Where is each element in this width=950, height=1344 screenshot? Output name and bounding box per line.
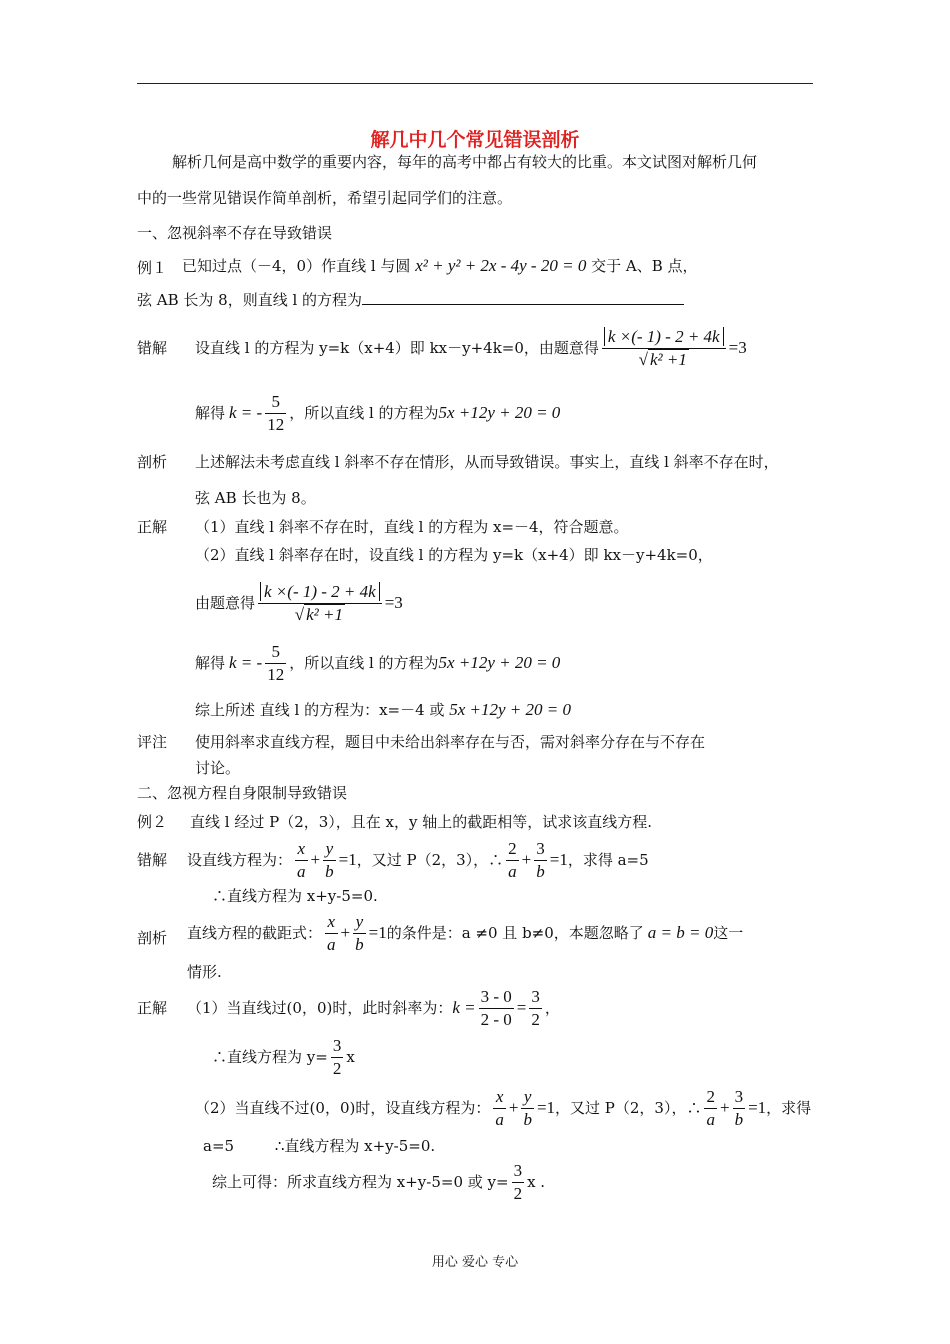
a-equals-5: a=5 — [203, 1137, 235, 1155]
analysis2-text-c: 这一 — [713, 924, 744, 942]
k-denominator: 12 — [267, 414, 285, 434]
a-den-5: a — [706, 1109, 715, 1129]
example1-line-2 — [137, 290, 684, 310]
comment-line-1: 使用斜率求直线方程，题目中未给出斜率存在与否，需对斜率分存在与不存在 — [195, 733, 706, 751]
analysis2-text-a: 直线方程的截距式： — [187, 924, 323, 942]
correct2-case-2: （2）当直线不过(0，0)时，设直线方程为： $\frac{x}{a}$ + $\frac{y}{b}$ =1 ，又过 P（2，3），∴ $\frac{2}{a}$ + $\frac{3}{b}$ =1 ，求得 — [195, 1086, 812, 1129]
y-num: y — [325, 838, 334, 858]
k-lhs: k = - — [229, 403, 263, 422]
wrong2-text-a: 设直线方程为： — [187, 851, 293, 869]
k-numerator: 5 — [271, 391, 280, 411]
equals-one: =1 — [338, 850, 357, 869]
analysis1-label: 剖析 — [137, 453, 168, 471]
analysis1-line-1: 上述解法未考虑直线 l 斜率不存在情形，从而导致错误。事实上，直线 l 斜率不存在时， — [195, 453, 779, 471]
header-rule — [137, 83, 813, 84]
a-den-2: a — [508, 861, 517, 881]
page-title: 解几中几个常见错误剖析 — [370, 129, 580, 151]
conclusion — [212, 1157, 545, 1207]
correct2-text-2a: （2）当直线不过(0，0)时，设直线方程为： — [195, 1099, 491, 1117]
example1-line-2-text: 弦 AB 长为 8，则直线 l 的方程为 — [137, 291, 363, 309]
y-over-b — [323, 838, 336, 883]
correct2-text-1b: ∴直线方程为 y= — [212, 1048, 328, 1066]
wrong1-text: 设直线 l 的方程为 y=k（x+4）即 kx－y+4k=0，由题意得 — [195, 339, 599, 357]
slope-den: 2 - 0 — [480, 1009, 512, 1029]
correct1-fraction-line — [195, 573, 403, 633]
three-num: 3 — [536, 838, 545, 858]
b-den-2: b — [536, 861, 545, 881]
line-equation: 5x +12y + 20 = 0 — [438, 403, 561, 422]
three-over-b-2 — [733, 1086, 746, 1131]
fraction-denominator: k² +1 — [650, 349, 687, 369]
th-num-2: 3 — [513, 1160, 523, 1180]
intro-line-2: 中的一些常见错误作简单剖析，希望引起同学们的注意。 — [137, 189, 513, 207]
conclusion-text-a: 综上可得：所求直线方程为 x+y-5=0 或 y= — [212, 1173, 509, 1191]
x-over-a-2 — [325, 911, 338, 956]
distance-fraction: $\frac{k \times(- 1) - 2 + 4k}{\text{√ k² +1}}$ — [602, 326, 726, 371]
analysis2-label: 剖析 — [137, 929, 168, 947]
fraction-numerator: k ×(- 1) - 2 + 4k — [604, 327, 724, 346]
y-num-2: y — [355, 911, 364, 931]
three-halves — [331, 1035, 344, 1080]
three-over-b — [534, 838, 547, 883]
circle-equation: x² + y² + 2x - 4y - 20 = 0 — [415, 256, 587, 275]
wrong2-line-2: ∴直线方程为 x+y-5=0. — [212, 887, 378, 905]
x-var: x — [346, 1048, 355, 1066]
fraction-numerator-2: k ×(- 1) - 2 + 4k — [260, 582, 380, 601]
fraction-denominator-2: k² +1 — [306, 604, 343, 624]
conclusion-text-b: x . — [527, 1173, 546, 1191]
a-den: a — [297, 861, 306, 881]
equals-one-2: =1 — [549, 850, 568, 869]
equals-three: =3 — [728, 338, 747, 357]
x-over-a-3 — [493, 1086, 506, 1131]
a-den-3: a — [327, 934, 336, 954]
example1-text — [182, 256, 698, 276]
analysis2-text-b: 的条件是：a ≠0 且 b≠0，本题忽略了 — [386, 924, 644, 942]
k-numerator-2: 5 — [271, 641, 280, 661]
b-den: b — [325, 861, 334, 881]
correct1-case-2: （2）直线 l 斜率存在时，设直线 l 的方程为 y=k（x+4）即 kx－y+4k=0， — [195, 546, 713, 564]
correct1-solve — [195, 638, 560, 688]
correct2-case-1 — [187, 983, 560, 1033]
comment-label: 评注 — [137, 733, 168, 751]
correct1-case-1: （1）直线 l 斜率不存在时，直线 l 的方程为 x=－4，符合题意。 — [195, 518, 629, 536]
th-den: 2 — [332, 1058, 342, 1078]
answer-blank — [362, 290, 684, 305]
correct2-text-1a: （1）当直线过(0，0)时，此时斜率为： — [187, 999, 453, 1017]
b-den-3: b — [355, 934, 364, 954]
comment-line-2: 讨论。 — [195, 759, 241, 777]
slope-result-den: 2 — [531, 1009, 540, 1029]
correct1-label: 正解 — [137, 518, 168, 536]
page-footer: 用心 爱心 专心 — [431, 1255, 519, 1270]
analysis2-line: 直线方程的截距式： $\frac{x}{a}$ + $\frac{y}{b}$ =1 的条件是：a ≠0 且 b≠0，本题忽略了 a = b = 0 这一 — [187, 911, 744, 954]
slope-equals: = — [516, 998, 527, 1017]
a-equals-b-zero: a = b = 0 — [647, 923, 714, 942]
k-fraction — [265, 391, 286, 436]
two-over-a — [506, 838, 519, 883]
example2-text: 直线 l 经过 P（2，3），且在 x，y 轴上的截距相等，试求该直线方程. — [190, 813, 653, 831]
example1-text-b: 交于 A、B 点， — [591, 257, 698, 275]
example2-label: 例２ — [137, 813, 168, 831]
two-over-a-2 — [704, 1086, 717, 1131]
x-num-2: x — [327, 911, 336, 931]
a-den-4: a — [495, 1109, 504, 1129]
analysis1-line-2: 弦 AB 长也为 8。 — [195, 489, 316, 507]
x-num-3: x — [495, 1086, 504, 1106]
th-num: 3 — [332, 1035, 342, 1055]
wrong1-line — [195, 318, 747, 378]
x-over-a — [295, 838, 308, 883]
intro-line-1: 解析几何是高中数学的重要内容，每年的高考中都占有较大的比重。本文试图对解析几何 — [172, 153, 758, 171]
correct2-label: 正解 — [137, 999, 168, 1017]
wrong2-label: 错解 — [137, 851, 168, 869]
k-lhs-2: k = - — [229, 653, 263, 672]
y-num-3: y — [523, 1086, 532, 1106]
summary1-equation: 5x +12y + 20 = 0 — [449, 700, 571, 719]
k-fraction-2 — [265, 641, 286, 686]
correct1-text-3: 由题意得 — [195, 594, 256, 612]
th-den-2: 2 — [513, 1183, 523, 1203]
three-num-2: 3 — [734, 1086, 744, 1106]
x-num: x — [297, 838, 306, 858]
correct2-line-eq — [212, 1032, 355, 1082]
example1-text-a: 已知过点（－4，0）作直线 l 与圆 — [182, 257, 411, 275]
two-num: 2 — [508, 838, 517, 858]
y-over-b-3 — [521, 1086, 534, 1131]
distance-fraction-2: $\frac{k \times(- 1) - 2 + 4k}{\text{√ k² +1}}$ — [258, 581, 382, 626]
solve-text-2: ，所以直线 l 的方程为 — [289, 404, 439, 422]
comma: ， — [544, 999, 560, 1017]
equals-three-2: =3 — [384, 593, 403, 612]
correct2-text-2e: ∴直线方程为 x+y-5=0. — [274, 1137, 436, 1155]
wrong2-text-c: ，求得 a=5 — [567, 851, 649, 869]
solve-text: 解得 — [195, 404, 226, 422]
summary1-text: 综上所述 直线 l 的方程为：x=－4 或 — [195, 701, 445, 719]
slope-result — [529, 986, 542, 1031]
slope-num: 3 - 0 — [480, 986, 512, 1006]
line-equation-2: 5x +12y + 20 = 0 — [438, 653, 561, 672]
analysis2-line-2: 情形. — [187, 963, 222, 981]
summary1 — [195, 700, 571, 720]
section2-heading: 二、忽视方程自身限制导致错误 — [137, 784, 348, 802]
slope-fraction — [479, 986, 514, 1031]
section1-heading: 一、忽视斜率不存在导致错误 — [137, 224, 333, 242]
equals-one-5: =1 — [748, 1098, 767, 1117]
k-denominator-2: 12 — [267, 664, 285, 684]
two-num-2: 2 — [706, 1086, 715, 1106]
wrong2-text-b: ，又过 P（2，3），∴ — [356, 851, 504, 869]
solve-text-b: 解得 — [195, 654, 226, 672]
three-halves-2 — [512, 1160, 525, 1205]
wrong1-label: 错解 — [137, 339, 168, 357]
wrong2-line: 设直线方程为： $\frac{x}{a}$ + $\frac{y}{b}$ =1 ，又过 P（2，3），∴ $\frac{2}{a}$ + $\frac{3}{b}$ =1 ，求得 a=5 — [187, 838, 649, 881]
solve-text-2b: ，所以直线 l 的方程为 — [289, 654, 439, 672]
b-den-5: b — [734, 1109, 744, 1129]
correct2-text-2b: ，又过 P（2，3），∴ — [555, 1099, 702, 1117]
correct2-text-2c: ，求得 — [766, 1099, 812, 1117]
wrong1-solve — [195, 388, 560, 438]
equals-one-4: =1 — [536, 1098, 556, 1117]
equals-one-3: =1 — [368, 923, 387, 942]
slope-k: k = — [452, 998, 476, 1017]
correct2-line-4 — [203, 1136, 435, 1156]
example1-label: 例１ — [137, 259, 168, 277]
slope-result-num: 3 — [531, 986, 540, 1006]
b-den-4: b — [523, 1109, 532, 1129]
y-over-b-2 — [353, 911, 366, 956]
